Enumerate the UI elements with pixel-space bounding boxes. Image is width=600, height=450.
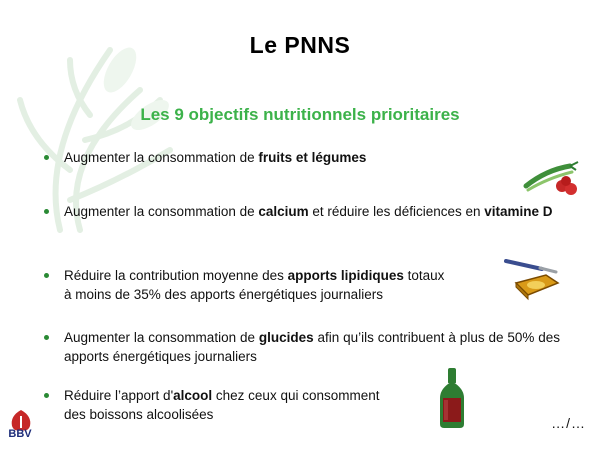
bullet-dot: [44, 209, 49, 214]
slide-subtitle: Les 9 objectifs nutritionnels prioritaires: [140, 105, 460, 124]
bullet-dot: [44, 335, 49, 340]
bullet-text: Réduire la contribution moyenne des apports lipidiques totaux à moins de 35% des apports énergétiques journaliers: [64, 268, 445, 302]
bullet-text: Augmenter la consommation de glucides afin qu’ils contribuent à plus de 50% des apports énergétiques journaliers: [64, 330, 560, 364]
bullet-dot: [44, 393, 49, 398]
bullet-text: Augmenter la consommation de fruits et légumes: [64, 150, 367, 165]
bullet-text: Réduire l’apport d'alcool chez ceux qui consomment des boissons alcoolisées: [64, 388, 380, 422]
butter-knife-icon: [502, 255, 562, 301]
vegetables-icon: [522, 160, 584, 200]
slide-title: Le PNNS: [249, 32, 351, 58]
logo-text: BBV: [8, 428, 32, 440]
bullet-dot: [44, 273, 49, 278]
continuation-mark: …/…: [551, 415, 586, 431]
bullet-dot: [44, 155, 49, 160]
wine-bottle-icon: [432, 366, 472, 430]
bullet-text: Augmenter la consommation de calcium et réduire les déficiences en vitamine D: [64, 204, 553, 219]
